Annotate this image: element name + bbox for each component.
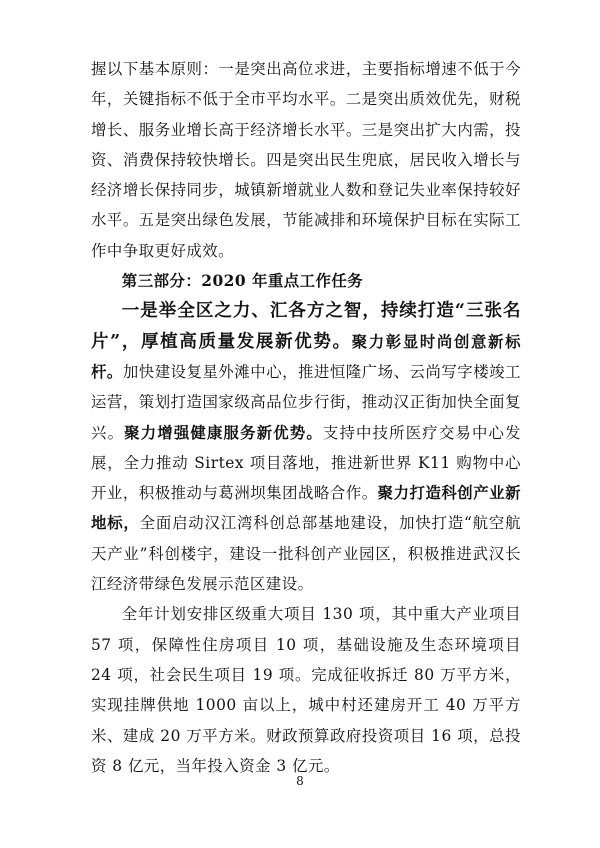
task-text-tech: 全面启动汉江湾科创总部基地建设，加快打造“航空航天产业”科创楼宇，建设一批科创产业园区，积极推进武汉长江经济带绿色发展示范区建设。 <box>91 514 521 594</box>
page-number: 8 <box>296 774 304 788</box>
section-heading: 第三部分：2020 年重点工作任务 <box>121 272 364 291</box>
task-heading-fashion: 聚力彰显时尚创意新标杆。 <box>91 332 521 381</box>
principles-paragraph: 握以下基本原则：一是突出高位求进，主要指标增速不低于今年，关键指标不低于全市平均水平。二是突出质效优先，财税增长、服务业增长高于经济增长水平。三是突出扩大内需，投资、消费保持较快增长。四是突出民生兜底，居民收入增长与经济增长保持同步，城镇新增就业人数和登记失业率保持较好水平。五是突出绿色发展，节能减排和环境保护目标在实际工作中争取更好成效。 <box>91 60 521 260</box>
task-lead: 一是举全区之力、汇各方之智，持续打造“三张名片”，厚植高质量发展新优势。 <box>91 301 521 352</box>
body-text <box>91 54 521 781</box>
task-heading-tech: 聚力打造科创产业新地标， <box>91 484 521 533</box>
key-tasks-paragraph <box>91 296 521 599</box>
task-text-fashion: 加快建设复星外滩中心，推进恒隆广场、云尚写字楼竣工运营，策划打造国家级高品位步行街，推动汉正街加快全面复兴。 <box>91 362 521 442</box>
task-text-health: 支持中技所医疗交易中心发展，全力推动 Sirtex 项目落地，推进新世界 K11 购物中心开业，积极推动与葛洲坝集团战略合作。 <box>91 423 521 503</box>
projects-paragraph: 全年计划安排区级重大项目 130 项，其中重大产业项目 57 项，保障性住房项目 10 项，基础设施及生态环境项目 24 项，社会民生项目 19 项。完成征收拆迁 80 万平方米，实现挂牌供地 1000 亩以上，城中村还建房开工 40 万平方米、建成 20 万平方米。财政预算政府投资项目 16 项，总投资 8 亿元，当年投入资金 3 亿元。 <box>91 605 521 775</box>
task-heading-health: 聚力增强健康服务新优势。 <box>124 423 323 442</box>
